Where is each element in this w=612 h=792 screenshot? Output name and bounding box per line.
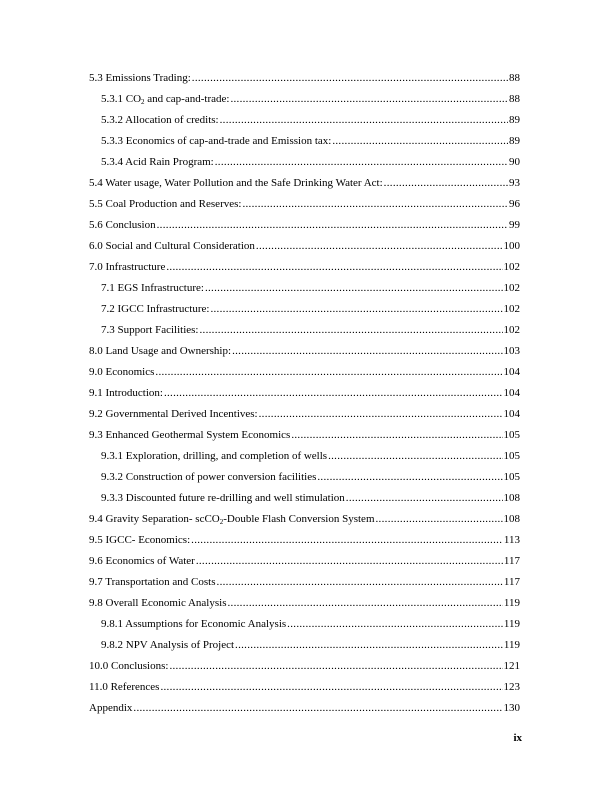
- toc-page-number: 88: [509, 93, 520, 105]
- toc-entry[interactable]: [89, 175, 520, 196]
- toc-dot-leader: [160, 679, 502, 695]
- toc-entry-title: 9.4 Gravity Separation- scCO$_2$-Double Flash Conversion System: [89, 513, 375, 526]
- toc-page-number: 104: [503, 408, 520, 420]
- toc-entry[interactable]: [89, 532, 520, 553]
- toc-entry-title: 7.1 EGS Infrastructure:: [101, 282, 204, 294]
- toc-dot-leader: [192, 70, 508, 86]
- toc-dot-leader: [199, 322, 502, 338]
- toc-dot-leader: [259, 406, 503, 422]
- toc-page-number: 105: [503, 450, 520, 462]
- toc-dot-leader: [166, 259, 502, 275]
- toc-dot-leader: [169, 658, 502, 674]
- toc-entry[interactable]: [89, 406, 520, 427]
- toc-entry[interactable]: [89, 553, 520, 574]
- toc-page-number: 117: [503, 576, 520, 588]
- toc-page-number: 108: [503, 513, 520, 525]
- toc-page-number: 102: [503, 324, 520, 336]
- toc-entry-title: 7.2 IGCC Infrastructure:: [101, 303, 210, 315]
- toc-entry-title: 5.5 Coal Production and Reserves:: [89, 198, 242, 210]
- toc-entry-title: 6.0 Social and Cultural Consideration: [89, 240, 255, 252]
- toc-page-number: 117: [503, 555, 520, 567]
- toc-dot-leader: [332, 133, 508, 149]
- toc-page-number: 102: [503, 303, 520, 315]
- toc-entry[interactable]: [89, 280, 520, 301]
- toc-entry[interactable]: [89, 154, 520, 175]
- toc-page-number: 104: [503, 387, 520, 399]
- subscript: 2: [141, 98, 145, 106]
- toc-page-number: 102: [503, 282, 520, 294]
- toc-page-number: 90: [509, 156, 520, 168]
- toc-dot-leader: [191, 532, 503, 548]
- toc-page-number: 96: [509, 198, 520, 210]
- toc-dot-leader: [232, 343, 502, 359]
- toc-dot-leader: [227, 595, 502, 611]
- toc-page-number: 123: [503, 681, 520, 693]
- toc-entry-title: 9.7 Transportation and Costs: [89, 576, 216, 588]
- toc-entry[interactable]: [89, 679, 520, 700]
- toc-entry-title: 9.3.3 Discounted future re-drilling and well stimulation: [101, 492, 345, 504]
- toc-entry[interactable]: [89, 238, 520, 259]
- toc-page-number: 93: [509, 177, 520, 189]
- toc-entry-title: 9.3.1 Exploration, drilling, and completion of wells: [101, 450, 328, 462]
- toc-dot-leader: [215, 154, 508, 170]
- toc-entry[interactable]: [89, 322, 520, 343]
- toc-dot-leader: [196, 553, 503, 569]
- toc-entry[interactable]: [89, 301, 520, 322]
- toc-page-number: 104: [503, 366, 520, 378]
- toc-dot-leader: [256, 238, 503, 254]
- toc-entry-title: 5.3.2 Allocation of credits:: [101, 114, 219, 126]
- toc-entry-title: 9.1 Introduction:: [89, 387, 163, 399]
- toc-page-number: 103: [503, 345, 520, 357]
- toc-dot-leader: [376, 511, 503, 527]
- toc-entry-title: 9.3.2 Construction of power conversion facilities: [101, 471, 317, 483]
- toc-page-number: 108: [503, 492, 520, 504]
- toc-dot-leader: [210, 301, 502, 317]
- toc-entry[interactable]: [89, 574, 520, 595]
- toc-entry[interactable]: [89, 217, 520, 238]
- toc-entry[interactable]: [89, 385, 520, 406]
- toc-page-number: 89: [509, 114, 520, 126]
- toc-entry-title: 5.3.1 $CO_2$ and cap-and-trade:: [101, 93, 230, 106]
- toc-entry[interactable]: [89, 511, 520, 532]
- toc-entry-title: 9.5 IGCC- Economics:: [89, 534, 191, 546]
- toc-entry[interactable]: [89, 364, 520, 385]
- table-of-contents: [89, 70, 520, 721]
- toc-dot-leader: [133, 700, 502, 716]
- toc-dot-leader: [230, 91, 508, 107]
- toc-dot-leader: [157, 217, 508, 233]
- toc-entry[interactable]: [89, 112, 520, 133]
- toc-entry[interactable]: [89, 343, 520, 364]
- toc-dot-leader: [217, 574, 503, 590]
- toc-dot-leader: [328, 448, 502, 464]
- toc-page-number: 119: [503, 597, 520, 609]
- toc-page-number: 119: [503, 618, 520, 630]
- toc-entry[interactable]: [89, 469, 520, 490]
- toc-entry[interactable]: [89, 91, 520, 112]
- toc-entry-title: 8.0 Land Usage and Ownership:: [89, 345, 232, 357]
- toc-entry-title: 10.0 Conclusions:: [89, 660, 169, 672]
- toc-entry[interactable]: [89, 700, 520, 721]
- toc-entry-title: 7.0 Infrastructure: [89, 261, 166, 273]
- toc-page-number: 105: [503, 471, 520, 483]
- toc-entry[interactable]: [89, 427, 520, 448]
- toc-page-number: 99: [509, 219, 520, 231]
- toc-page-number: 89: [509, 135, 520, 147]
- toc-entry[interactable]: [89, 448, 520, 469]
- toc-dot-leader: [346, 490, 503, 506]
- toc-page-number: 105: [503, 429, 520, 441]
- toc-entry[interactable]: [89, 595, 520, 616]
- toc-entry[interactable]: [89, 133, 520, 154]
- toc-entry-title: 9.6 Economics of Water: [89, 555, 195, 567]
- toc-entry[interactable]: [89, 616, 520, 637]
- toc-entry-title: 5.6 Conclusion: [89, 219, 156, 231]
- toc-entry-title: 5.3 Emissions Trading:: [89, 72, 191, 84]
- toc-entry-title: 5.3.4 Acid Rain Program:: [101, 156, 214, 168]
- toc-page-number: 130: [503, 702, 520, 714]
- toc-entry[interactable]: [89, 259, 520, 280]
- toc-dot-leader: [164, 385, 503, 401]
- toc-entry-title: 11.0 References: [89, 681, 160, 693]
- toc-entry-title: Appendix: [89, 702, 133, 714]
- toc-page-number: 121: [503, 660, 520, 672]
- toc-entry[interactable]: [89, 490, 520, 511]
- toc-entry[interactable]: [89, 196, 520, 217]
- toc-page-number: 88: [509, 72, 520, 84]
- toc-entry[interactable]: [89, 658, 520, 679]
- toc-entry[interactable]: [89, 70, 520, 91]
- toc-dot-leader: [291, 427, 502, 443]
- toc-page-number: 102: [503, 261, 520, 273]
- toc-dot-leader: [287, 616, 503, 632]
- toc-entry-title: 5.4 Water usage, Water Pollution and the Safe Drinking Water Act:: [89, 177, 383, 189]
- toc-entry-title: 9.3 Enhanced Geothermal System Economics: [89, 429, 291, 441]
- toc-entry-title: 9.0 Economics: [89, 366, 155, 378]
- toc-entry-title: 9.8 Overall Economic Analysis: [89, 597, 227, 609]
- toc-dot-leader: [384, 175, 508, 191]
- toc-page-number: 100: [503, 240, 520, 252]
- page-number: ix: [513, 732, 522, 744]
- toc-page-number: 119: [503, 639, 520, 651]
- toc-entry-title: 5.3.3 Economics of cap-and-trade and Emission tax:: [101, 135, 332, 147]
- toc-dot-leader: [242, 196, 508, 212]
- toc-dot-leader: [235, 637, 503, 653]
- toc-entry-title: 9.2 Governmental Derived Incentives:: [89, 408, 258, 420]
- toc-entry[interactable]: [89, 637, 520, 658]
- toc-entry-title: 9.8.1 Assumptions for Economic Analysis: [101, 618, 287, 630]
- toc-entry-title: 7.3 Support Facilities:: [101, 324, 199, 336]
- toc-dot-leader: [317, 469, 502, 485]
- toc-dot-leader: [155, 364, 502, 380]
- subscript: 2: [219, 518, 224, 526]
- toc-dot-leader: [205, 280, 503, 296]
- toc-dot-leader: [220, 112, 508, 128]
- toc-page-number: 113: [503, 534, 520, 546]
- toc-entry-title: 9.8.2 NPV Analysis of Project: [101, 639, 235, 651]
